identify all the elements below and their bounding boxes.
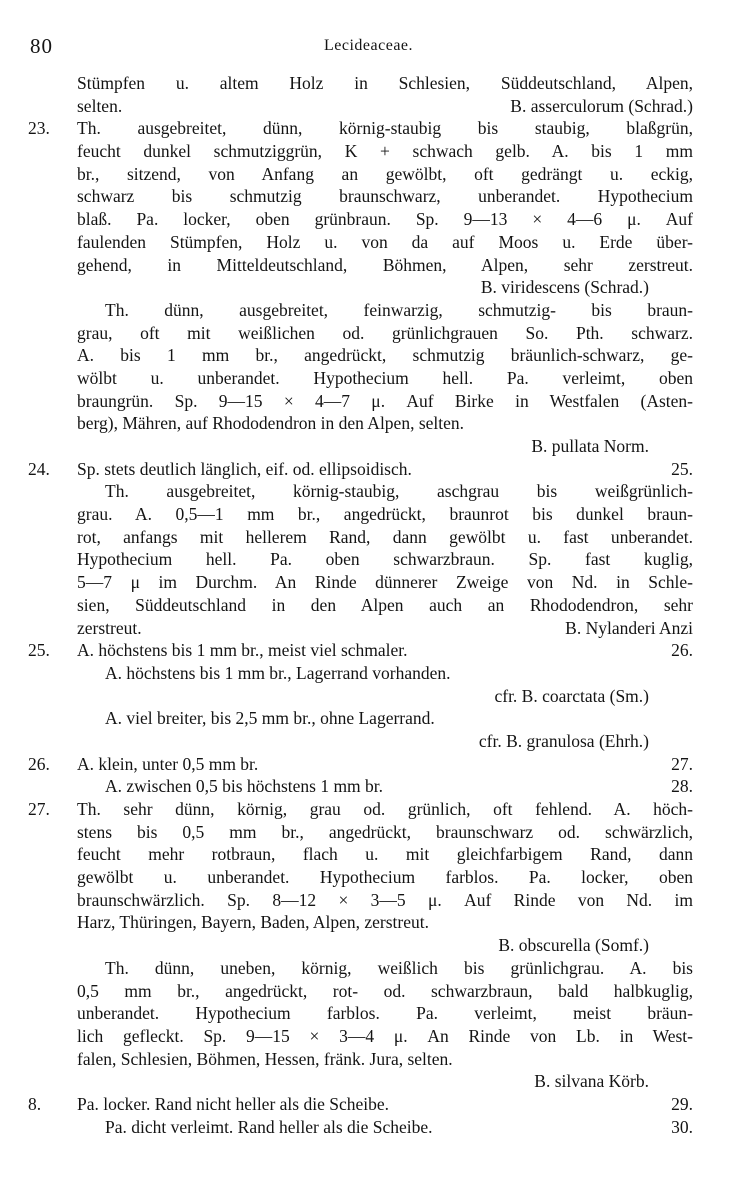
line-text: Stümpfen u. altem Holz in Schlesien, Süddeutschland, Alpen, [77,73,693,93]
text-line [0,72,737,95]
line-text: grau. A. 0,5—1 mm br., angedrückt, braunrot bis dunkel braun- [77,504,693,525]
line-text: Th. dünn, ausgebreitet, feinwarzig, schmutzig- bis braun- [105,299,693,320]
text-line [0,594,737,617]
line-text: Th. sehr dünn, körnig, grau od. grünlich, oft fehlend. A. höch- [77,799,693,819]
line-text: grau, oft mit weißlichen od. grünlichgrauen So. Pth. schwarz. [77,322,693,343]
couplet-number: 24. [28,458,50,479]
line-text: unberandet. Hypothecium farblos. Pa. verleimt, meist bräun- [77,1003,693,1024]
text-line [0,662,737,685]
line-text: selten. [77,95,123,116]
line-text: sien, Süddeutschland in den Alpen auch an Rhododendron, sehr [77,594,693,615]
couplet-number: 26. [28,753,50,774]
text-line [0,1025,737,1048]
line-text: A. bis 1 mm br., angedrückt, schmutzig bräunlich-schwarz, ge- [77,345,693,366]
line-text: blaß. Pa. locker, oben grünbraun. Sp. 9—13 × 4—6 μ. Auf [77,209,693,230]
line-text: A. zwischen 0,5 bis höchstens 1 mm br. [105,776,384,797]
text-line [0,730,737,753]
line-text: A. höchstens bis 1 mm br., Lagerrand vorhanden. [105,662,451,683]
line-text: Th. dünn, uneben, körnig, weißlich bis grünlichgrau. A. bis [105,957,693,978]
line-text: Th. ausgebreitet, körnig-staubig, aschgrau bis weißgrünlich- [105,481,693,502]
species-name: B. viridescens (Schrad.) [480,277,649,298]
line-text: A. viel breiter, bis 2,5 mm br., ohne Lagerrand. [105,708,435,729]
couplet-number: 25. [28,640,50,661]
text-line [0,911,737,934]
line-text: gehend, in Mitteldeutschland, Böhmen, Alpen, sehr zerstreut. [77,254,693,275]
text-line [0,685,737,708]
species-name: B. obscurella (Somf.) [498,935,649,956]
text-line [0,163,737,186]
text-line [0,821,737,844]
line-text: gewölbt u. unberandet. Hypothecium farblos. Pa. locker, oben [77,867,693,888]
text-line [0,231,737,254]
line-text: A. höchstens bis 1 mm br., meist viel schmaler. [77,640,408,661]
line-text: falen, Schlesien, Böhmen, Hessen, fränk. Jura, selten. [77,1048,453,1069]
line-text: feucht mehr rotbraun, flach u. mit gleichfarbigem Rand, dann [77,844,693,865]
text-line [0,299,737,322]
line-text: A. klein, unter 0,5 mm br. [77,753,259,774]
text-line [0,254,737,277]
couplet-number: 27. [28,799,50,819]
line-text: braunschwärzlich. Sp. 8—12 × 3—5 μ. Auf Rinde von Nd. im [77,889,693,910]
text-line [0,753,737,776]
text-line [0,140,737,163]
text-line [0,435,737,458]
line-text: br., sitzend, von Anfang an gewölbt, oft gedrängt u. eckig, [77,163,693,184]
lead-number: 29. [671,1093,693,1114]
lead-number: 26. [671,640,693,661]
text-line [0,571,737,594]
species-name: B. asserculorum (Schrad.) [510,95,693,116]
line-text: Harz, Thüringen, Bayern, Baden, Alpen, zerstreut. [77,912,429,933]
species-name: B. pullata Norm. [531,436,649,456]
text-line [0,390,737,413]
text-line [0,276,737,299]
species-name: B. silvana Körb. [534,1071,649,1092]
text-line [0,1093,737,1116]
couplet-number: 8. [28,1093,42,1114]
text-line [0,934,737,957]
text-line [0,843,737,866]
text-line [0,1048,737,1071]
text-line [0,1002,737,1025]
text-line [0,617,737,640]
lead-number: 25. [671,458,693,479]
text-line [0,707,737,730]
text-line [0,639,737,662]
species-name: cfr. B. coarctata (Sm.) [494,685,649,706]
line-text: schwarz bis schmutzig braunschwarz, unberandet. Hypothecium [77,186,693,207]
text-line [0,208,737,231]
couplet-number: 23. [28,118,50,139]
page-header [0,34,737,60]
line-text: 0,5 mm br., angedrückt, rot- od. schwarzbraun, bald halbkuglig, [77,980,693,1001]
text-line [0,1116,737,1139]
lead-number: 27. [671,753,693,774]
line-text: Sp. stets deutlich länglich, eif. od. ellipsoidisch. [77,458,412,479]
line-text: 5—7 μ im Durchm. An Rinde dünnerer Zweige von Nd. in Schle- [77,572,693,593]
page-body [0,72,737,1138]
line-text: braungrün. Sp. 9—15 × 4—7 μ. Auf Birke in Westfalen (Asten- [77,390,693,411]
text-line [0,344,737,367]
running-title: Lecideaceae. [323,37,414,54]
text-line [0,412,737,435]
line-text: Th. ausgebreitet, dünn, körnig-staubig bis staubig, blaßgrün, [77,118,693,139]
line-text: Pa. dicht verleimt. Rand heller als die Scheibe. [105,1116,433,1137]
line-text: Hypothecium hell. Pa. oben schwarzbraun. Sp. fast kuglig, [77,549,693,570]
text-line [0,889,737,912]
text-line [0,866,737,889]
species-name: cfr. B. granulosa (Ehrh.) [478,730,649,751]
text-line [0,957,737,980]
line-text: wölbt u. unberandet. Hypothecium hell. Pa. verleimt, oben [77,367,693,388]
page-number: 80 [30,34,53,58]
text-line [0,526,737,549]
line-text: faulenden Stümpfen, Holz u. von da auf Moos u. Erde über- [77,231,693,252]
text-line [0,775,737,798]
text-line [0,185,737,208]
species-name: B. Nylanderi Anzi [565,617,693,638]
text-line [0,798,737,821]
line-text: feucht dunkel schmutziggrün, K + schwach gelb. A. bis 1 mm [77,141,693,162]
lead-number: 30. [671,1116,693,1137]
line-text: stens bis 0,5 mm br., angedrückt, braunschwarz od. schwärzlich, [77,821,693,842]
text-line [0,117,737,140]
text-line [0,458,737,481]
line-text: Pa. locker. Rand nicht heller als die Scheibe. [77,1093,389,1114]
text-line [0,322,737,345]
line-text: rot, anfangs mit hellerem Rand, dann gewölbt u. fast unberandet. [77,526,693,547]
line-text: berg), Mähren, auf Rhododendron in den Alpen, selten. [77,413,465,434]
text-line [0,548,737,571]
line-text: lich gefleckt. Sp. 9—15 × 3—4 μ. An Rinde von Lb. in West- [77,1025,693,1046]
text-line [0,367,737,390]
text-line [0,503,737,526]
text-line [0,1070,737,1093]
lead-number: 28. [671,776,693,797]
text-line [0,95,737,118]
text-line [0,980,737,1003]
text-line [0,480,737,503]
line-text: zerstreut. [77,617,142,638]
